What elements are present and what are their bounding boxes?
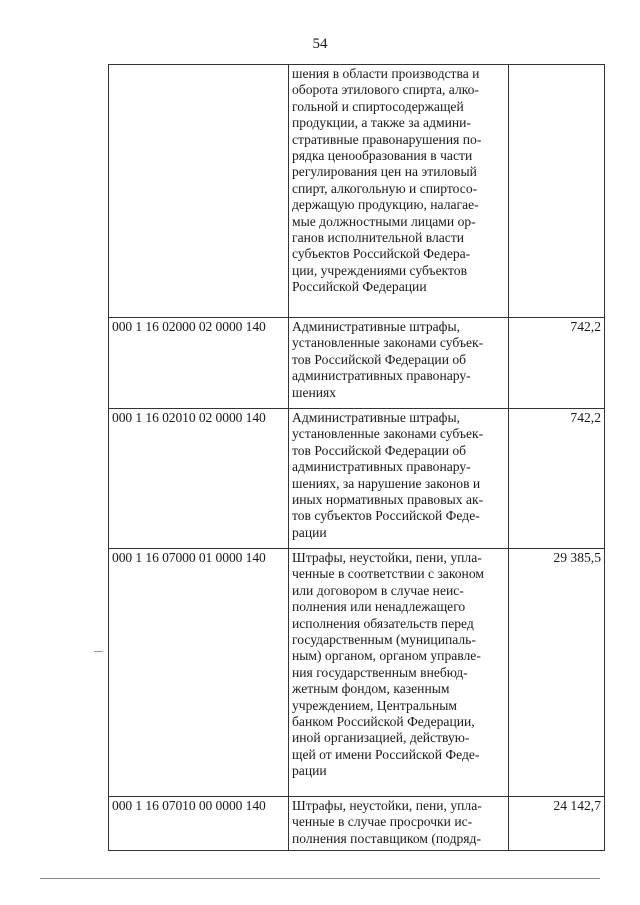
- revenue-name-line: ции, учреждениями субъектов: [292, 262, 468, 278]
- revenue-name-line: иных нормативных правовых ак-: [292, 492, 484, 508]
- revenue-name-line: стративные правонарушения по-: [292, 131, 482, 147]
- revenue-name-line: ченные в случае просрочки ис-: [292, 814, 473, 830]
- revenue-name-line: полнения или ненадлежащего: [292, 599, 466, 615]
- revenue-name-line: установленные законами субъек-: [292, 335, 484, 351]
- amount-value: 24 142,7: [509, 797, 605, 851]
- revenue-name-line: ным) органом, органом управле-: [292, 648, 481, 664]
- table-row: [109, 549, 605, 797]
- table-row: [109, 797, 605, 851]
- table-row: [109, 318, 605, 409]
- revenue-name-line: шениях: [292, 384, 337, 400]
- revenue-name-line: мые должностными лицами ор-: [292, 213, 476, 229]
- table-row: [109, 65, 605, 318]
- revenue-name-line: полнения поставщиком (подряд-: [292, 830, 481, 846]
- revenue-name-line: жетным фондом, казенным: [292, 681, 450, 697]
- classification-code: 000 1 16 07010 00 0000 140: [109, 797, 289, 851]
- revenue-name: [289, 318, 509, 409]
- budget-revenue-table: [108, 64, 605, 851]
- revenue-name-line: держащую продукцию, налагае-: [292, 197, 479, 213]
- revenue-name-line: учреждением, Центральным: [292, 697, 457, 713]
- revenue-name-line: Штрафы, неустойки, пени, упла-: [292, 550, 482, 565]
- amount-value: [509, 65, 605, 318]
- table-row: [109, 409, 605, 549]
- revenue-name-line: оборота этилового спирта, алко-: [292, 82, 479, 98]
- revenue-name-line: тов субъектов Российской Феде-: [292, 508, 480, 524]
- classification-code: 000 1 16 02010 02 0000 140: [109, 409, 289, 549]
- page-number: 54: [312, 36, 328, 52]
- amount-value: 742,2: [509, 318, 605, 409]
- classification-code: [109, 65, 289, 318]
- revenue-name: [289, 65, 509, 318]
- revenue-name-line: тов Российской Федерации об: [292, 442, 467, 458]
- revenue-name-line: рядка ценообразования в части: [292, 148, 473, 164]
- revenue-name-line: государственным (муниципаль-: [292, 632, 476, 648]
- revenue-name-line: шениях, за нарушение законов и: [292, 475, 481, 491]
- revenue-name-line: рации: [292, 763, 327, 779]
- revenue-name-line: иной организацией, действую-: [292, 730, 470, 746]
- revenue-name-line: гольной и спиртосодержащей: [292, 98, 464, 114]
- revenue-name-line: субъектов Российской Федера-: [292, 246, 471, 262]
- amount-value: 29 385,5: [509, 549, 605, 797]
- revenue-name-line: банком Российской Федерации,: [292, 714, 475, 730]
- revenue-name-line: или договором в случае неис-: [292, 582, 464, 598]
- revenue-name: [289, 797, 509, 851]
- revenue-name: [289, 549, 509, 797]
- revenue-name-line: установленные законами субъек-: [292, 426, 484, 442]
- revenue-name-line: ченные в соответствии с законом: [292, 566, 484, 582]
- revenue-name: [289, 409, 509, 549]
- revenue-name-line: тов Российской Федерации об: [292, 351, 467, 367]
- revenue-name-line: щей от имени Российской Феде-: [292, 746, 480, 762]
- revenue-name-line: Административные штрафы,: [292, 319, 460, 334]
- revenue-name-line: административных правонару-: [292, 459, 471, 475]
- revenue-name-line: ния государственным внебюд-: [292, 664, 468, 680]
- revenue-name-line: ганов исполнительной власти: [292, 230, 465, 246]
- revenue-name-line: Российской Федерации: [292, 279, 427, 295]
- revenue-name-line: рации: [292, 524, 327, 540]
- amount-value: 742,2: [509, 409, 605, 549]
- revenue-name-line: административных правонару-: [292, 368, 471, 384]
- margin-tick-mark: [94, 651, 103, 652]
- revenue-name-line: продукции, а также за админи-: [292, 115, 471, 131]
- revenue-name-line: регулирования цен на этиловый: [292, 164, 477, 180]
- revenue-name-line: Административные штрафы,: [292, 410, 460, 425]
- revenue-name-line: шения в области производства и: [292, 66, 480, 81]
- revenue-name-line: исполнения обязательств перед: [292, 615, 474, 631]
- classification-code: 000 1 16 02000 02 0000 140: [109, 318, 289, 409]
- page-bottom-rule: [40, 878, 600, 879]
- revenue-name-line: спирт, алкогольную и спиртосо-: [292, 180, 478, 196]
- revenue-name-line: Штрафы, неустойки, пени, упла-: [292, 798, 482, 813]
- classification-code: 000 1 16 07000 01 0000 140: [109, 549, 289, 797]
